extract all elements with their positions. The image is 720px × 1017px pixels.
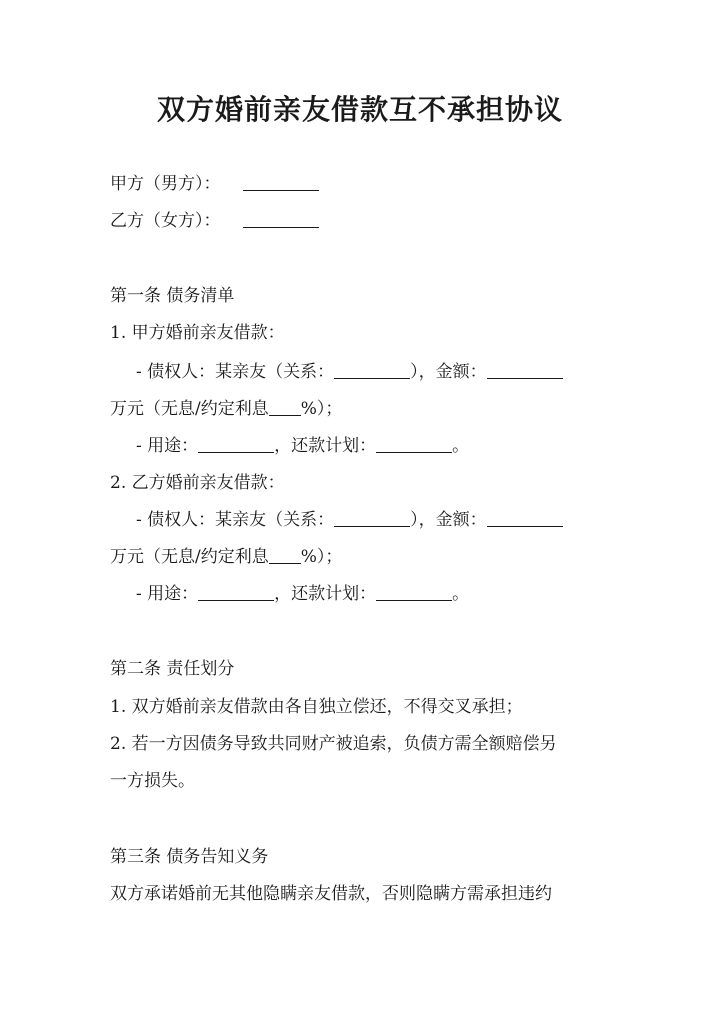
document-title: 双方婚前亲友借款互不承担协议: [156, 93, 563, 126]
use-blank[interactable]: [198, 434, 274, 453]
article-3-heading: 第三条 债务告知义务: [110, 847, 269, 867]
party-a-line: [110, 172, 319, 196]
amount-label: ），金额：: [410, 362, 487, 382]
article-1-item-1-amount-line: [110, 397, 342, 421]
creditor-prefix: - 债权人：某亲友（关系：: [136, 510, 335, 530]
repay-plan-label: ，还款计划：: [274, 436, 377, 456]
article-1-item-1-label: 1. 甲方婚前亲友借款：: [110, 323, 285, 343]
article-2-paragraph-2-line-1: 2. 若一方因债务导致共同财产被追索，负债方需全额赔偿另: [110, 734, 557, 754]
amount-label: ），金额：: [410, 510, 487, 530]
use-label: - 用途：: [136, 436, 199, 456]
repay-plan-blank[interactable]: [376, 582, 452, 601]
use-label: - 用途：: [136, 584, 199, 604]
repay-plan-blank[interactable]: [376, 434, 452, 453]
use-line-end: 。: [452, 584, 470, 604]
amount-blank[interactable]: [487, 508, 563, 527]
article-1-item-1-use-line: [136, 434, 469, 458]
interest-rate-suffix: %）；: [300, 547, 343, 567]
article-1-item-2-label: 2. 乙方婚前亲友借款：: [110, 473, 285, 493]
party-a-label: 甲方（男方）：: [110, 174, 221, 194]
article-3-paragraph-1-line-1: 双方承诺婚前无其他隐瞒亲友借款，否则隐瞒方需承担违约: [110, 884, 552, 904]
creditor-prefix: - 债权人：某亲友（关系：: [136, 362, 335, 382]
amount-blank[interactable]: [487, 360, 563, 379]
article-1-heading: 第一条 债务清单: [110, 286, 235, 306]
party-b-line: [110, 209, 319, 233]
use-line-end: 。: [452, 436, 470, 456]
article-2-paragraph-2-line-2: 一方损失。: [110, 771, 195, 791]
party-a-name-blank[interactable]: [243, 172, 319, 191]
article-2-heading: 第二条 责任划分: [110, 659, 235, 679]
party-b-name-blank[interactable]: [243, 209, 319, 228]
party-b-label: 乙方（女方）：: [110, 211, 221, 231]
article-1-item-2-amount-line: [110, 545, 342, 569]
amount-unit-text: 万元（无息/约定利息: [110, 399, 269, 419]
article-1-item-2-use-line: [136, 582, 469, 606]
repay-plan-label: ，还款计划：: [274, 584, 377, 604]
article-1-item-2-creditor-line: [136, 508, 563, 532]
relation-blank[interactable]: [334, 508, 410, 527]
amount-unit-text: 万元（无息/约定利息: [110, 547, 269, 567]
interest-rate-suffix: %）；: [300, 399, 343, 419]
relation-blank[interactable]: [334, 360, 410, 379]
interest-rate-blank[interactable]: [269, 397, 301, 416]
article-1-item-1-creditor-line: [136, 360, 563, 384]
use-blank[interactable]: [198, 582, 274, 601]
interest-rate-blank[interactable]: [269, 545, 301, 564]
article-2-paragraph-1: 1. 双方婚前亲友借款由各自独立偿还，不得交叉承担；: [110, 697, 523, 717]
